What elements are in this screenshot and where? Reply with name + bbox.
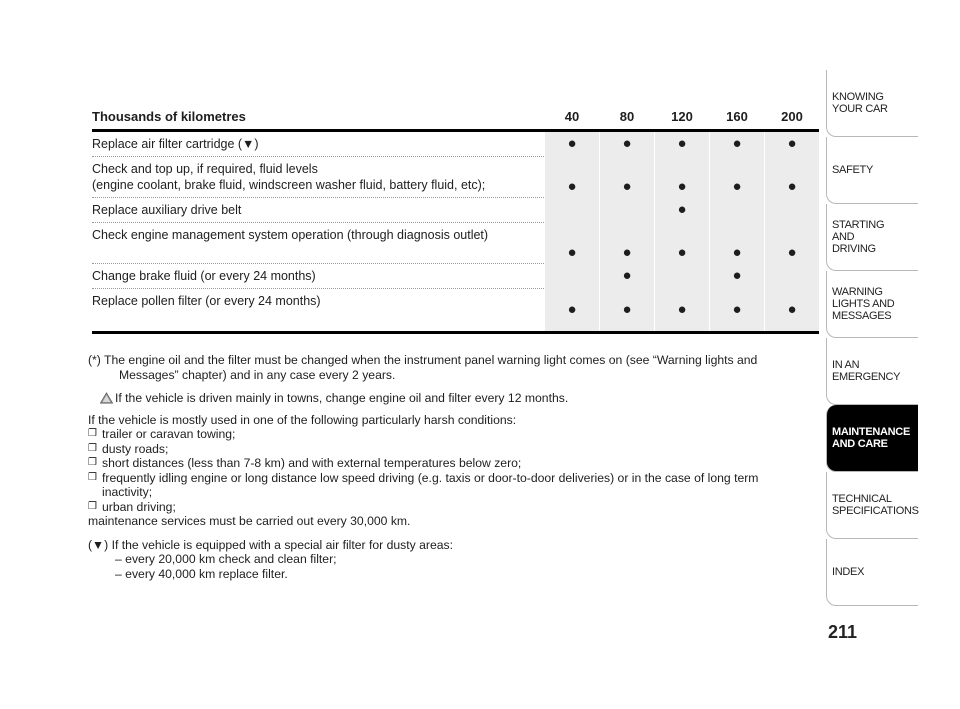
interval-mark: ●: [545, 157, 599, 198]
checkbox-bullet-icon: ❒: [88, 442, 97, 454]
chapter-tab[interactable]: [826, 405, 918, 472]
chapter-tab-label: KNOWING YOUR CAR: [832, 91, 888, 115]
asterisk-note: (*) The engine oil and the filter must be changed when the instrument panel warning light comes on (see “Warning lights and Messages” chapter) and in any case every 2 years.: [88, 353, 758, 382]
maintenance-item-label: Check and top up, if required, fluid levels (engine coolant, brake fluid, windscreen washer fluid, battery fluid, etc);: [92, 157, 544, 198]
chapter-tab[interactable]: [826, 70, 918, 137]
maintenance-item-label: Change brake fluid (or every 24 months): [92, 264, 544, 289]
interval-mark: ●: [765, 289, 819, 333]
maintenance-item-label: Check engine management system operation (through diagnosis outlet): [92, 223, 544, 264]
list-item-text: short distances (less than 7-8 km) and with external temperatures below zero;: [102, 456, 522, 470]
chapter-tab-label: SAFETY: [832, 164, 873, 176]
page-number: 211: [828, 622, 858, 642]
interval-mark: ●: [545, 131, 599, 157]
interval-mark: ●: [765, 157, 819, 198]
chapter-tab[interactable]: [826, 137, 918, 204]
checkbox-bullet-icon: ❒: [88, 428, 97, 439]
list-item-text: dusty roads;: [102, 441, 169, 456]
km-header: 80: [600, 103, 654, 131]
table-row: [92, 131, 819, 157]
maintenance-item-label: Replace air filter cartridge (▼): [92, 131, 544, 157]
chapter-tab-label: STARTING AND DRIVING: [832, 219, 885, 255]
chapter-tab[interactable]: [826, 271, 918, 338]
chapter-tab-label: INDEX: [832, 566, 865, 578]
interval-mark: ●: [600, 157, 654, 198]
table-header-row: [92, 103, 819, 131]
list-item-text: trailer or caravan towing;: [102, 427, 236, 441]
table-row: [92, 264, 819, 289]
chapter-tab-label: TECHNICAL SPECIFICATIONS: [832, 493, 919, 517]
maintenance-item-label: Replace auxiliary drive belt: [92, 198, 544, 223]
km-header: 40: [545, 103, 599, 131]
harsh-conditions-outro: maintenance services must be carried out every 30,000 km.: [88, 514, 411, 528]
interval-mark: ●: [545, 223, 599, 264]
table-header-title: Thousands of kilometres: [92, 103, 544, 131]
list-item: [88, 456, 793, 471]
checkbox-bullet-icon: ❒: [88, 457, 97, 468]
checkbox-bullet-icon: ❒: [88, 471, 97, 483]
interval-mark: [655, 264, 709, 289]
warning-triangle-icon: [100, 392, 113, 404]
harsh-conditions-intro: If the vehicle is mostly used in one of the following particularly harsh conditions:: [88, 412, 517, 427]
interval-mark: ●: [600, 264, 654, 289]
interval-mark: ●: [600, 131, 654, 157]
interval-mark: ●: [655, 223, 709, 264]
dust-filter-intro: (▼) If the vehicle is equipped with a special air filter for dusty areas:: [88, 537, 453, 552]
interval-mark: ●: [545, 289, 599, 333]
interval-mark: ●: [710, 264, 764, 289]
maintenance-item-label: Replace pollen filter (or every 24 months): [92, 289, 544, 333]
table-row: [92, 198, 819, 223]
chapter-tab-label: MAINTENANCE AND CARE: [832, 426, 910, 450]
table-row: [92, 157, 819, 198]
interval-mark: ●: [655, 131, 709, 157]
list-item: [88, 500, 793, 515]
table-row: [92, 223, 819, 264]
chapter-tab[interactable]: [826, 472, 918, 539]
chapter-tab-label: WARNING LIGHTS AND MESSAGES: [832, 286, 895, 322]
interval-mark: ●: [765, 131, 819, 157]
list-item-text: urban driving;: [102, 499, 176, 514]
interval-mark: [600, 198, 654, 223]
interval-mark: [545, 198, 599, 223]
interval-mark: ●: [710, 223, 764, 264]
dust-filter-list: [88, 552, 793, 581]
table-row: [92, 289, 819, 333]
chapter-tab[interactable]: [826, 539, 918, 606]
interval-mark: [710, 198, 764, 223]
km-header: 120: [655, 103, 709, 131]
chapter-tab[interactable]: [826, 204, 918, 271]
list-item: [88, 427, 793, 442]
interval-mark: [765, 198, 819, 223]
towns-note-text: If the vehicle is driven mainly in towns, change engine oil and filter every 12 months.: [115, 391, 569, 405]
interval-mark: ●: [655, 289, 709, 333]
interval-mark: ●: [710, 289, 764, 333]
interval-mark: ●: [710, 131, 764, 157]
interval-mark: ●: [600, 223, 654, 264]
chapter-tabs: [826, 70, 918, 606]
interval-mark: ●: [710, 157, 764, 198]
checkbox-bullet-icon: ❒: [88, 500, 97, 512]
chapter-tab[interactable]: [826, 338, 918, 405]
interval-mark: ●: [765, 223, 819, 264]
list-item-text: frequently idling engine or long distance low speed driving (e.g. taxis or door-to-door deliveries) or in the case of long term inactivity;: [102, 470, 759, 499]
maintenance-notes: [88, 353, 793, 581]
interval-mark: ●: [655, 198, 709, 223]
interval-mark: [545, 264, 599, 289]
chapter-tab-label: IN AN EMERGENCY: [832, 359, 901, 383]
interval-mark: ●: [655, 157, 709, 198]
interval-mark: [765, 264, 819, 289]
km-header: 200: [765, 103, 819, 131]
list-item: [88, 471, 793, 500]
towns-note: [88, 391, 793, 406]
km-header: 160: [710, 103, 764, 131]
maintenance-schedule-table: [92, 103, 819, 334]
list-item: – every 20,000 km check and clean filter;: [115, 552, 337, 566]
interval-mark: ●: [600, 289, 654, 333]
list-item: [88, 442, 793, 457]
harsh-conditions-list: [88, 427, 793, 514]
list-item: – every 40,000 km replace filter.: [115, 566, 288, 581]
